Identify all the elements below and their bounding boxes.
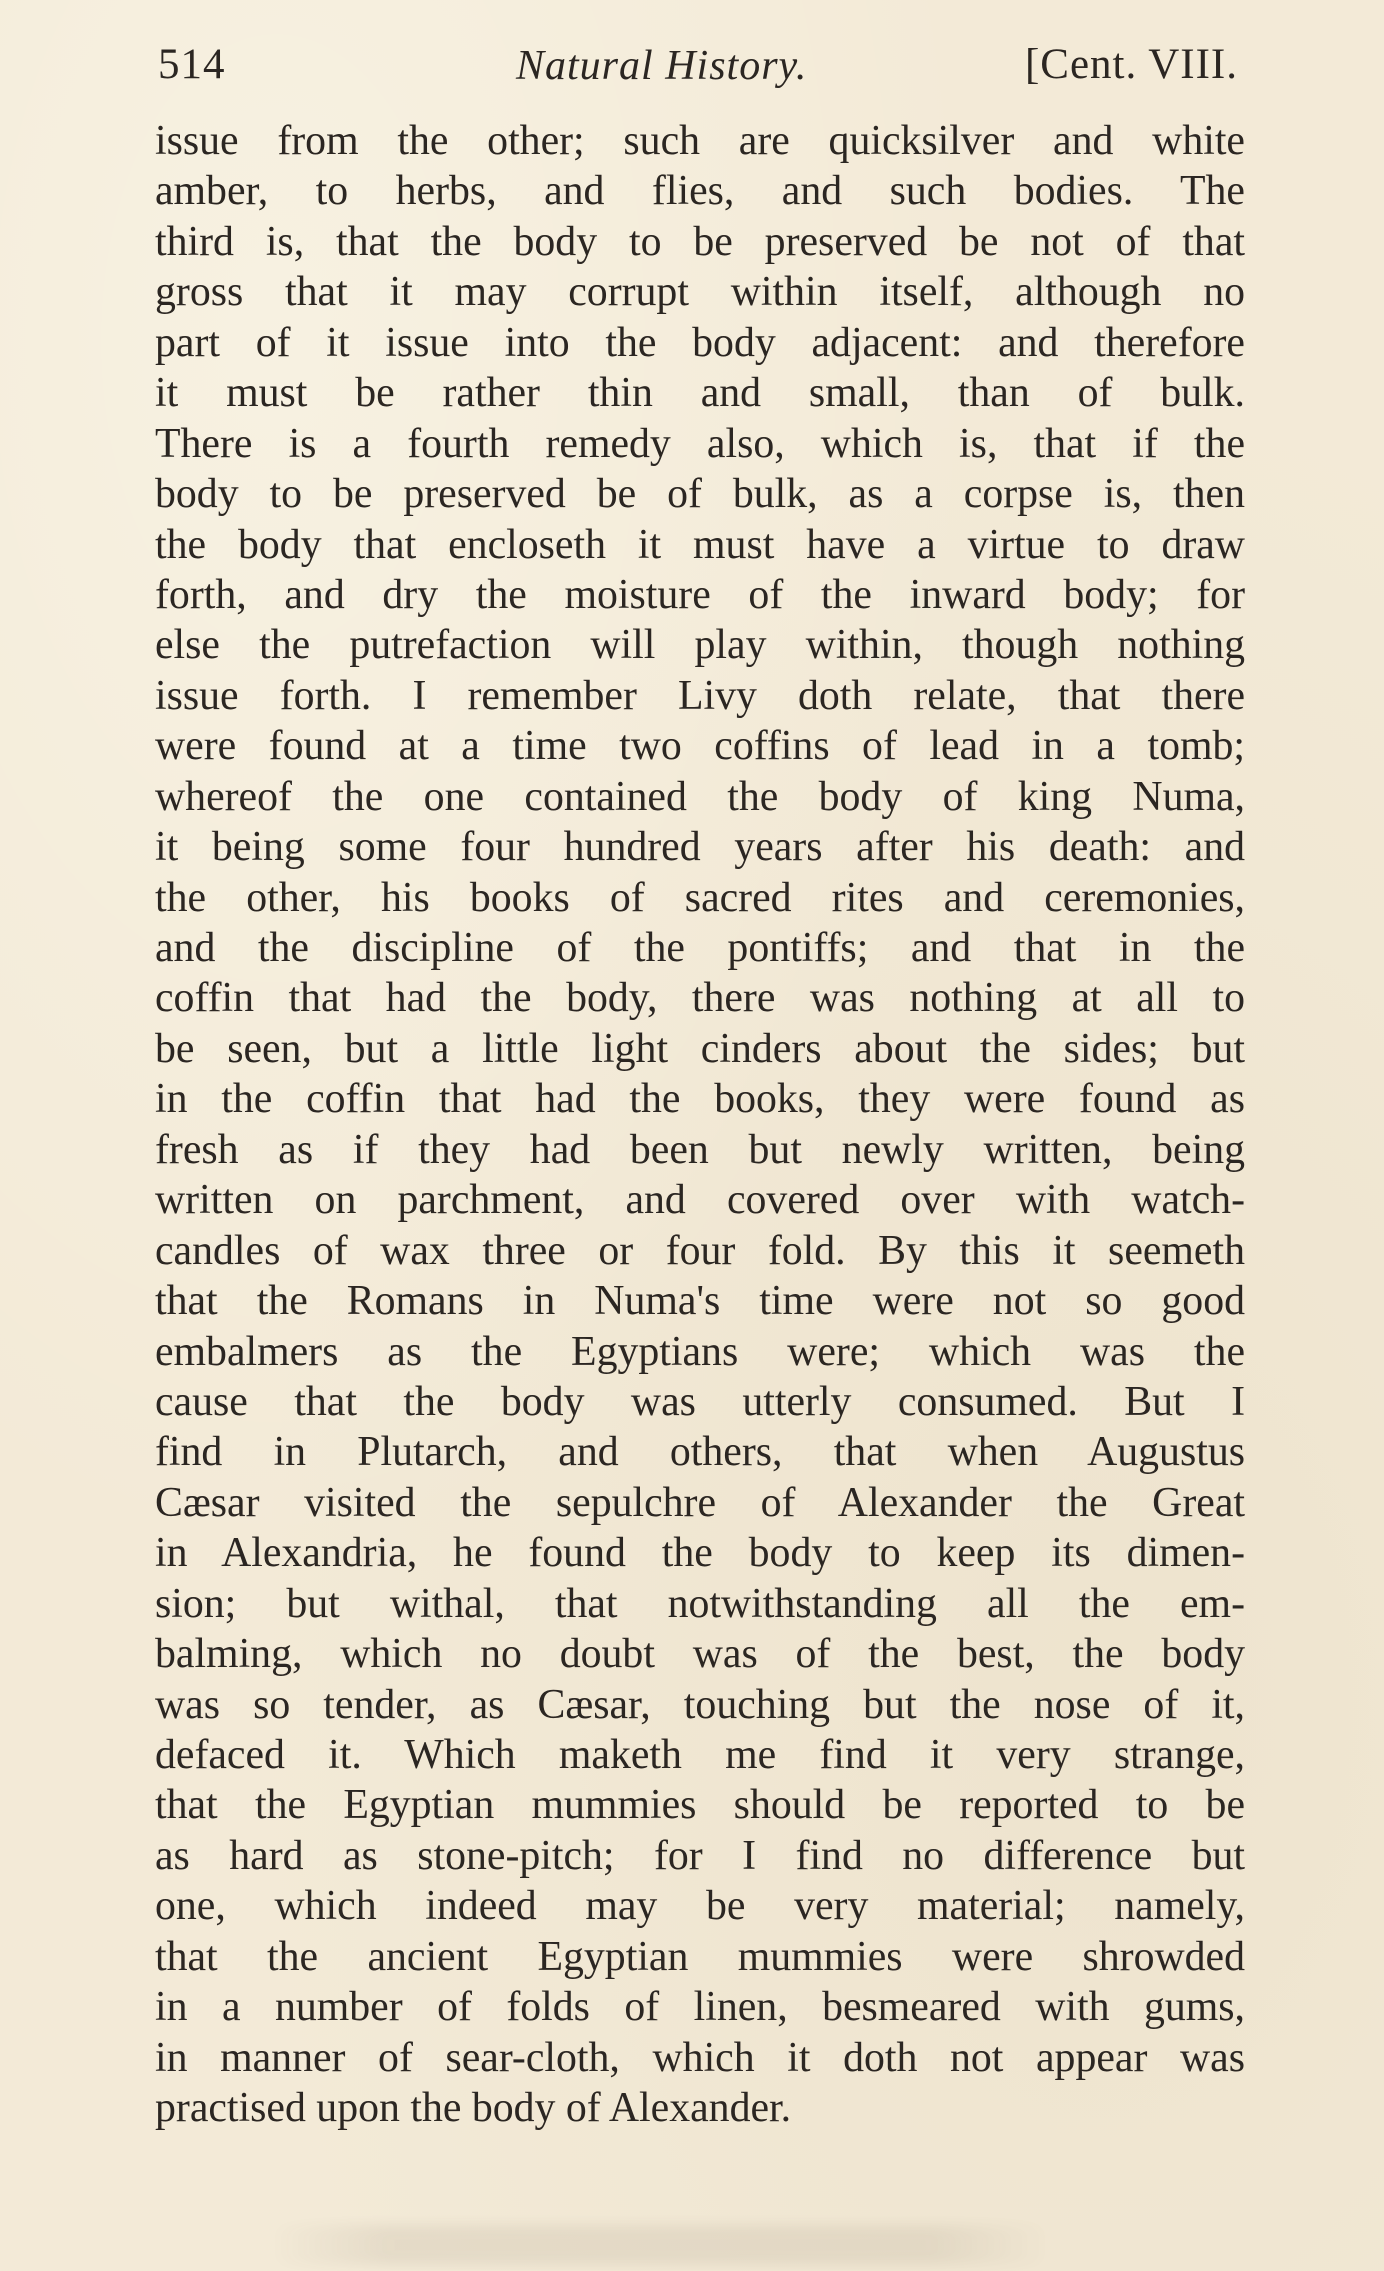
text-line: it must be rather thin and small, than of bulk. <box>155 370 1245 417</box>
text-line: that the Romans in Numa's time were not so good <box>155 1278 1245 1325</box>
text-line: fresh as if they had been but newly written, being <box>155 1126 1245 1173</box>
text-line: practised upon the body of Alexander. <box>155 2085 792 2132</box>
text-line: it being some four hundred years after his death: and <box>155 824 1245 871</box>
text-line: in Alexandria, he found the body to keep its dimen- <box>155 1530 1245 1577</box>
text-line: issue forth. I remember Livy doth relate, that there <box>155 672 1245 719</box>
text-line: was so tender, as Cæsar, touching but the nose of it, <box>155 1681 1245 1728</box>
section-reference: [Cent. VIII. <box>1024 41 1238 88</box>
text-line: forth, and dry the moisture of the inward body; for <box>155 571 1245 618</box>
running-header <box>158 40 1238 100</box>
text-line: find in Plutarch, and others, that when Augustus <box>155 1429 1245 1476</box>
text-line: coffin that had the body, there was nothing at all to <box>155 975 1245 1022</box>
text-line: sion; but withal, that notwithstanding all the em- <box>155 1580 1245 1627</box>
text-line: amber, to herbs, and flies, and such bodies. The <box>155 168 1245 215</box>
text-line: were found at a time two coffins of lead in a tomb; <box>155 723 1245 770</box>
text-line: There is a fourth remedy also, which is, that if the <box>155 420 1245 467</box>
page-number: 514 <box>158 41 226 88</box>
text-line: else the putrefaction will play within, though nothing <box>155 622 1245 669</box>
text-line: and the discipline of the pontiffs; and that in the <box>155 925 1245 971</box>
text-line: in the coffin that had the books, they were found as <box>155 1076 1245 1123</box>
text-line: whereof the one contained the body of king Numa, <box>155 773 1245 820</box>
text-line: the other, his books of sacred rites and ceremonies, <box>155 874 1245 921</box>
text-line: that the Egyptian mummies should be reported to be <box>155 1782 1245 1829</box>
text-line: cause that the body was utterly consumed. But I <box>155 1378 1245 1425</box>
running-title: Natural History. <box>516 43 808 89</box>
text-line: defaced it. Which maketh me find it very strange, <box>155 1732 1245 1778</box>
text-line: in a number of folds of linen, besmeared with gums, <box>155 1984 1245 2031</box>
show-through-bleed <box>270 2225 1050 2265</box>
text-line: issue from the other; such are quicksilver and white <box>155 118 1245 164</box>
text-line: as hard as stone-pitch; for I find no difference but <box>155 1832 1245 1879</box>
text-line: be seen, but a little light cinders about the sides; but <box>155 1025 1245 1072</box>
text-line: that the ancient Egyptian mummies were shrowded <box>155 1933 1245 1980</box>
text-line: body to be preserved be of bulk, as a corpse is, then <box>155 471 1245 518</box>
text-line: Cæsar visited the sepulchre of Alexander the Great <box>155 1479 1245 1526</box>
text-line: one, which indeed may be very material; namely, <box>155 1883 1245 1930</box>
text-line: the body that encloseth it must have a virtue to draw <box>155 521 1245 568</box>
text-line: part of it issue into the body adjacent: and therefore <box>155 319 1245 366</box>
text-line: embalmers as the Egyptians were; which was the <box>155 1328 1245 1375</box>
body-text <box>155 116 1245 2134</box>
text-line: gross that it may corrupt within itself, although no <box>155 269 1245 316</box>
text-line: candles of wax three or four fold. By this it seemeth <box>155 1227 1245 1274</box>
text-line: written on parchment, and covered over with watch- <box>155 1177 1245 1224</box>
text-line: third is, that the body to be preserved be not of that <box>155 218 1245 265</box>
text-line: balming, which no doubt was of the best, the body <box>155 1631 1245 1678</box>
text-line: in manner of sear-cloth, which it doth not appear was <box>155 2034 1245 2081</box>
